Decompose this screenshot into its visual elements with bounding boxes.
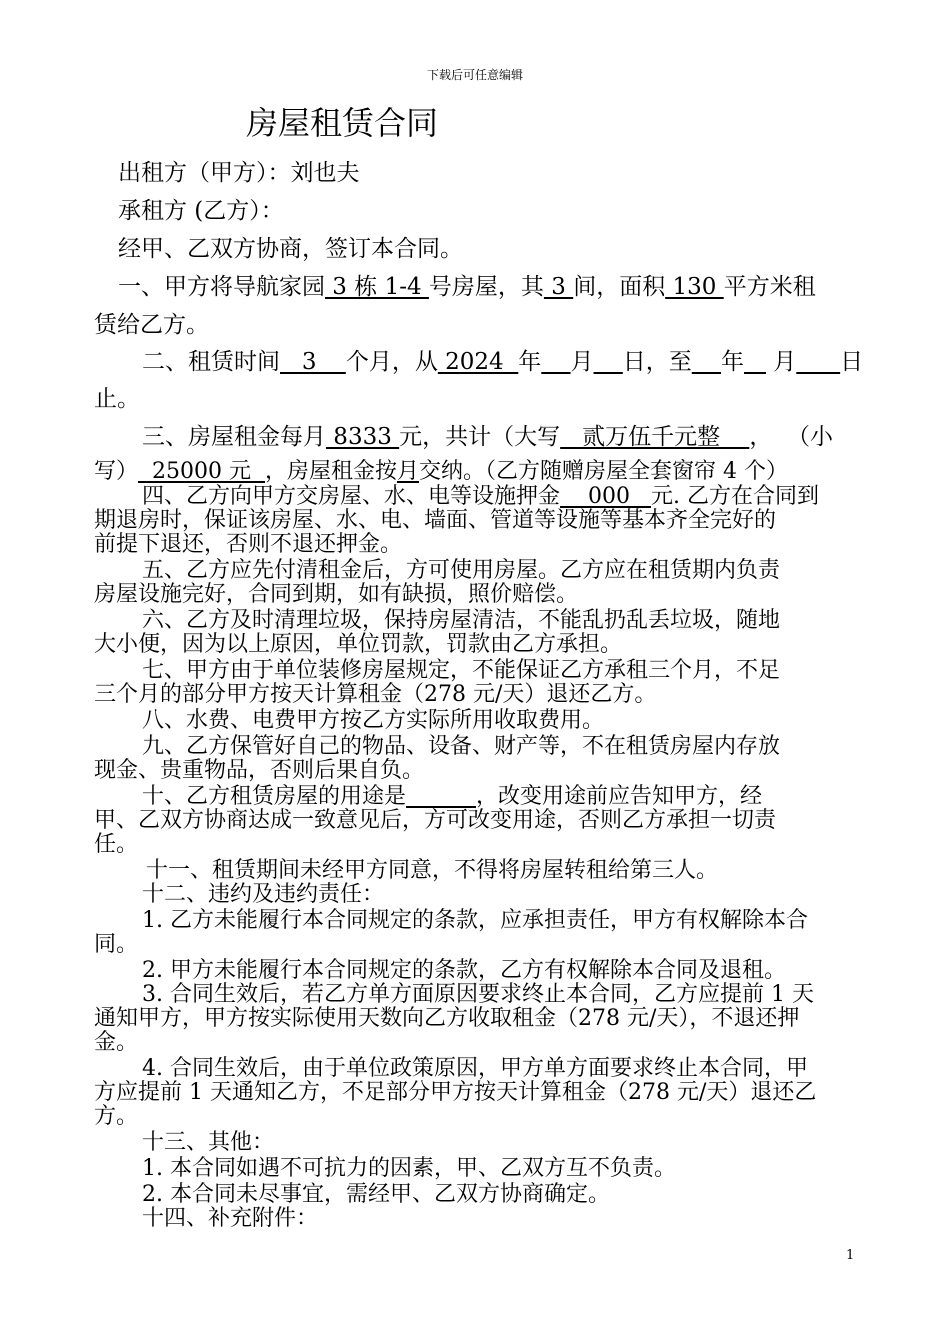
lessee-label: 承租方 (乙方）： [118, 198, 284, 224]
line-text: 前提下退还，否则不退还押金。 [94, 532, 403, 557]
c3-text-b: 元，共计（大写 [399, 424, 561, 450]
lease-months: 3 [280, 349, 346, 375]
line-text: 4. 合同生效后，由于单位政策原因，甲方单方面要求终止本合同，甲 [142, 1056, 808, 1081]
line-text: 六、乙方及时清理垃圾，保持房屋清洁，不能乱扔乱丢垃圾，随地 [142, 608, 781, 633]
end-day-blank [796, 349, 840, 375]
contract-line [142, 1201, 318, 1232]
c2-text-a: 二、租赁时间 [142, 349, 280, 375]
line-text: 十一、租赁期间未经甲方同意，不得将房屋转租给第三人。 [146, 858, 719, 883]
monthly-rent: 8333 [326, 424, 400, 450]
c3-text-a: 三、房屋租金每月 [142, 424, 326, 450]
contract-line [94, 827, 138, 858]
c2-text-f: 年 [721, 349, 745, 375]
c1-text-c: 间，面积 [573, 274, 666, 300]
c3-text-e: ，房屋租金按 [264, 459, 397, 484]
lessee-line [118, 192, 284, 225]
total-rent-number: 25000 元 [138, 459, 265, 484]
line-text: 四、乙方向甲方交房屋、水、电等设施押金 [142, 484, 561, 509]
total-rent-uppercase: 贰万伍千元整 [560, 424, 750, 450]
line-text: 1. 乙方未能履行本合同规定的条款，应承担责任，甲方有权解除本合 [142, 908, 808, 933]
start-month-blank [541, 349, 570, 375]
line-text: 三个月的部分甲方按天计算租金（278 元/天）退还乙方。 [94, 682, 657, 707]
line-text: 十四、补充附件： [142, 1206, 319, 1231]
contract-line [94, 1025, 138, 1056]
line-text: 同。 [94, 932, 139, 957]
c1-text-a: 一、甲方将导航家园 [118, 274, 325, 300]
c2-text-h: 日 [840, 349, 864, 375]
line-text-rest: 元. 乙方在合同到 [650, 484, 819, 509]
line-text: 八、水费、电费甲方按乙方实际所用收取费用。 [142, 708, 605, 733]
line-text: 2. 甲方未能履行本合同规定的条款，乙方有权解除本合同及退租。 [142, 958, 786, 983]
lessor-line [118, 154, 360, 187]
line-text: 大小便，因为以上原因，单位罚款，罚款由乙方承担。 [94, 632, 623, 657]
contract-line [94, 1099, 138, 1130]
line-text: 十三、其他： [142, 1130, 275, 1155]
building-number: 3 栋 1-4 [325, 274, 429, 300]
clause-2-line-1 [142, 343, 863, 376]
clause-1-line-2: 赁给乙方。 [94, 312, 209, 338]
payment-period: 月 [396, 459, 419, 484]
line-text: 3. 合同生效后，若乙方单方面原因要求终止本合同，乙方应提前 1 天 [142, 982, 814, 1007]
end-year-blank [692, 349, 721, 375]
end-month-blank [744, 349, 766, 375]
clause-2-line-2: 止。 [94, 386, 140, 412]
contract-line [94, 1001, 799, 1032]
intro-line: 经甲、乙双方协商，签订本合同。 [118, 236, 463, 262]
c1-text-d: 平方米租 [723, 274, 816, 300]
contract-line [94, 927, 138, 958]
contract-line [142, 903, 808, 934]
contract-line [94, 803, 776, 834]
line-text: 1. 本合同如遇不可抗力的因素，甲、乙双方互不负责。 [142, 1156, 676, 1181]
line-text: 十二、违约及违约责任： [142, 882, 385, 907]
line-text: 九、乙方保管好自己的物品、设备、财产等，不在租赁房屋内存放 [142, 734, 781, 759]
c3-text-f: 交纳。（乙方随赠房屋全套窗帘 4 个） [419, 459, 788, 484]
line-text: 方。 [94, 1104, 139, 1129]
fill-in-blank: 000 [560, 484, 651, 509]
c3-text-c: ， （小 [749, 424, 833, 450]
c3-text-d: 写） [94, 459, 139, 484]
clause-1-line-1 [118, 268, 816, 301]
room-count: 3 [543, 274, 574, 300]
line-text: 七、甲方由于单位装修房屋规定，不能保证乙方承租三个月，不足 [142, 658, 781, 683]
page-number: 1 [846, 1248, 855, 1263]
line-text: 房屋设施完好，合同到期，如有缺损，照价赔偿。 [94, 582, 579, 607]
c2-text-b: 个月，从 [345, 349, 438, 375]
lessor-label: 出租方（甲方）： [118, 160, 291, 186]
c2-text-d: 月 [570, 349, 594, 375]
start-day-blank [594, 349, 623, 375]
area-value: 130 [665, 274, 724, 300]
contract-line [94, 1075, 816, 1106]
line-text: 十、乙方租赁房屋的用途是 [142, 784, 407, 809]
c2-text-e: 日，至 [622, 349, 692, 375]
line-text: 2. 本合同未尽事宜，需经甲、乙双方协商确定。 [142, 1182, 610, 1207]
c2-text-c: 年 [518, 349, 542, 375]
page-header: 下载后可任意编辑 [426, 68, 523, 82]
line-text: 现金、贵重物品，否则后果自负。 [94, 758, 425, 783]
c1-text-b: 号房屋，其 [428, 274, 544, 300]
line-text-rest: ，改变用途前应告知甲方，经 [475, 784, 762, 809]
line-text: 任。 [94, 832, 139, 857]
c2-text-g: 月 [765, 349, 797, 375]
line-text: 甲、乙双方协商达成一致意见后，方可改变用途，否则乙方承担一切责 [94, 808, 777, 833]
line-text: 五、乙方应先付清租金后，方可使用房屋。乙方应在租赁期内负责 [142, 558, 781, 583]
lessor-name: 刘也夫 [290, 160, 360, 186]
line-text: 期退房时，保证该房屋、水、电、墙面、管道等设施等基本齐全完好的 [94, 508, 777, 533]
line-text: 方应提前 1 天通知乙方，不足部分甲方按天计算租金（278 元/天）退还乙 [94, 1080, 817, 1105]
line-text: 通知甲方，甲方按实际使用天数向乙方收取租金（278 元/天），不退还押 [94, 1006, 800, 1031]
clause-3-line-1 [142, 418, 833, 451]
page-title: 房屋租赁合同 [246, 104, 439, 142]
line-text: 金。 [94, 1030, 139, 1055]
start-year: 2024 [437, 349, 519, 375]
